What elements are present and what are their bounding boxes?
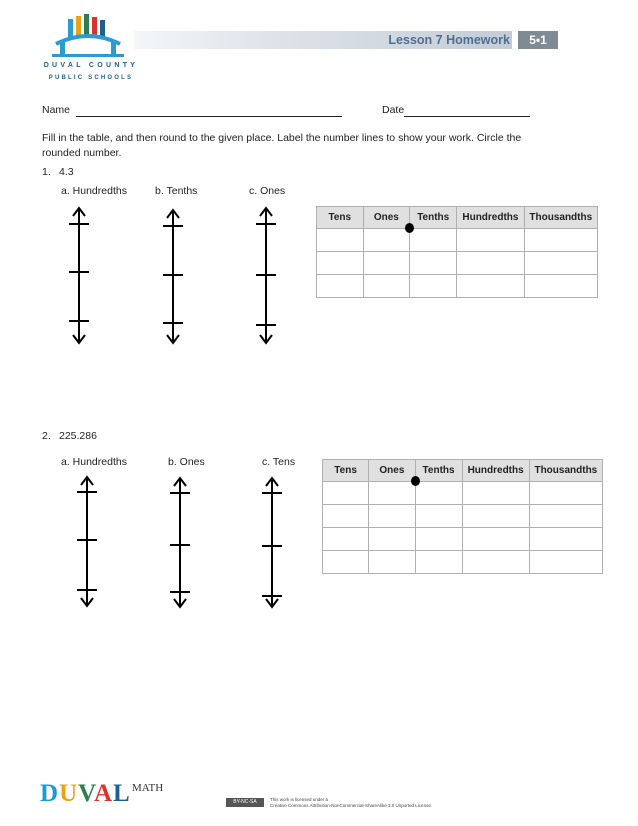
- table-cell[interactable]: [462, 482, 529, 505]
- table-cell[interactable]: [415, 528, 462, 551]
- problem-1-value: 4.3: [59, 166, 74, 178]
- table-cell[interactable]: [529, 551, 602, 574]
- table-cell[interactable]: [369, 528, 415, 551]
- name-field[interactable]: [76, 116, 342, 117]
- table-row: [323, 528, 603, 551]
- logo-letter: U: [59, 780, 79, 807]
- logo-letter: L: [113, 780, 131, 807]
- table-cell[interactable]: [462, 505, 529, 528]
- problem-2-number: 2.: [42, 430, 51, 442]
- table-cell[interactable]: [529, 482, 602, 505]
- table-cell[interactable]: [529, 505, 602, 528]
- license-text: [270, 797, 432, 809]
- module-badge: 5•1: [518, 31, 558, 49]
- creative-commons-icon: BY-NC-SA: [226, 798, 264, 807]
- table-cell[interactable]: [369, 551, 415, 574]
- number-line-2b[interactable]: [165, 475, 195, 611]
- col-tens: Tens: [317, 207, 364, 229]
- table-cell[interactable]: [323, 482, 369, 505]
- place-value-table-1: [316, 206, 598, 298]
- number-line-2a[interactable]: [72, 474, 102, 610]
- col-thousandths: Thousandths: [524, 207, 597, 229]
- date-field[interactable]: [404, 116, 530, 117]
- table-cell[interactable]: [363, 275, 410, 298]
- table-row: [323, 551, 603, 574]
- table-cell[interactable]: [410, 229, 457, 252]
- logo-name: DUVAL COUNTY: [43, 62, 139, 69]
- table-cell[interactable]: [369, 482, 415, 505]
- problem-1-number: 1.: [42, 166, 51, 178]
- table-cell[interactable]: [363, 229, 410, 252]
- table-cell[interactable]: [323, 528, 369, 551]
- place-value-table-2: [322, 459, 603, 574]
- problem-2-value: 225.286: [59, 430, 97, 442]
- table-cell[interactable]: [462, 551, 529, 574]
- col-tenths: Tenths: [415, 460, 462, 482]
- table-cell[interactable]: [317, 252, 364, 275]
- col-thousandths: Thousandths: [529, 460, 602, 482]
- logo-letter: A: [93, 780, 114, 807]
- problem-1-part-c: c. Ones: [249, 185, 286, 197]
- table-cell[interactable]: [524, 229, 597, 252]
- lesson-title: Lesson 7 Homework: [388, 33, 510, 47]
- table-row: [323, 482, 603, 505]
- col-ones: Ones: [363, 207, 410, 229]
- logo-subtitle: PUBLIC SCHOOLS: [48, 75, 134, 81]
- problem-1-part-a: a. Hundredths: [61, 185, 127, 197]
- col-tenths: Tenths: [410, 207, 457, 229]
- table-cell[interactable]: [457, 252, 524, 275]
- problem-2-part-b: b. Ones: [168, 456, 205, 468]
- logo-letter: V: [78, 780, 94, 807]
- number-line-2c[interactable]: [257, 475, 287, 611]
- number-line-1b[interactable]: [158, 207, 188, 347]
- logo-letter: D: [40, 780, 60, 807]
- col-tens: Tens: [323, 460, 369, 482]
- table-row: [317, 275, 598, 298]
- table-cell[interactable]: [317, 229, 364, 252]
- table-cell[interactable]: [529, 528, 602, 551]
- number-line-1a[interactable]: [64, 205, 94, 347]
- decimal-point-dot: [405, 223, 414, 233]
- problem-2-part-c: c. Tens: [262, 456, 296, 468]
- table-cell[interactable]: [323, 551, 369, 574]
- license-line-2: Creative Commons Attribution-NonCommercial-ShareAlike 3.0 Unported License.: [270, 803, 433, 808]
- table-cell[interactable]: [410, 275, 457, 298]
- instructions: Fill in the table, and then round to the given place. Label the number lines to show your work. Circle the rounded number.: [42, 132, 522, 159]
- footer-math-label: MATH: [132, 782, 164, 794]
- table-cell[interactable]: [457, 229, 524, 252]
- name-label: Name: [42, 104, 71, 116]
- table-cell[interactable]: [415, 482, 462, 505]
- table-cell[interactable]: [415, 551, 462, 574]
- table-cell[interactable]: [323, 505, 369, 528]
- date-label: Date: [382, 104, 405, 116]
- col-hundredths: Hundredths: [462, 460, 529, 482]
- duval-logo-icon: [38, 14, 138, 80]
- decimal-point-dot: [411, 476, 420, 486]
- table-row: [323, 505, 603, 528]
- license-line-1: This work is licensed under a: [270, 797, 329, 802]
- table-cell[interactable]: [317, 275, 364, 298]
- duval-footer-logo: [40, 780, 131, 808]
- table-cell[interactable]: [524, 275, 597, 298]
- table-cell[interactable]: [462, 528, 529, 551]
- table-cell[interactable]: [369, 505, 415, 528]
- table-row: [317, 229, 598, 252]
- number-line-1c[interactable]: [251, 205, 281, 347]
- table-cell[interactable]: [415, 505, 462, 528]
- table-cell[interactable]: [363, 252, 410, 275]
- problem-2-part-a: a. Hundredths: [61, 456, 127, 468]
- problem-1-part-b: b. Tenths: [155, 185, 198, 197]
- table-cell[interactable]: [524, 252, 597, 275]
- table-row: [317, 252, 598, 275]
- table-cell[interactable]: [457, 275, 524, 298]
- col-hundredths: Hundredths: [457, 207, 524, 229]
- table-cell[interactable]: [410, 252, 457, 275]
- col-ones: Ones: [369, 460, 415, 482]
